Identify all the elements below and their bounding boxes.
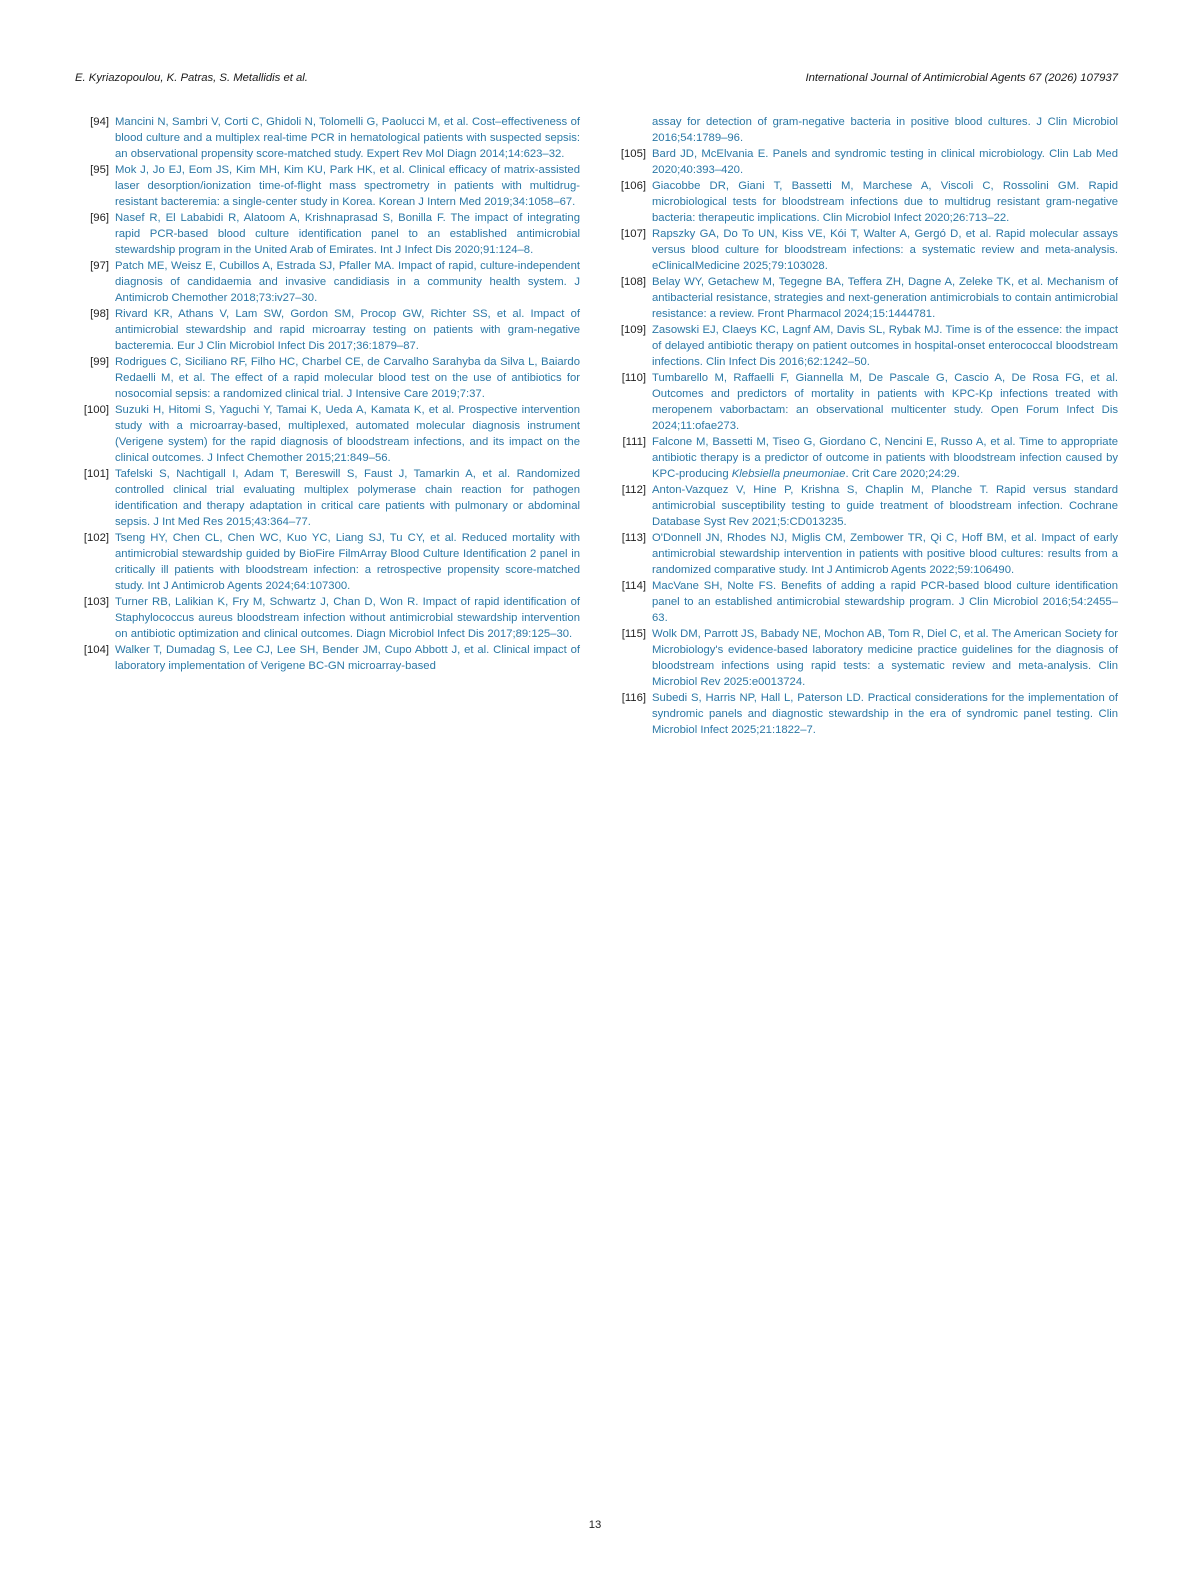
reference-number: [95] bbox=[90, 164, 109, 176]
page-number: 13 bbox=[588, 1519, 602, 1531]
reference-number: [102] bbox=[83, 532, 109, 544]
reference-number: [100] bbox=[83, 404, 109, 416]
reference-link[interactable]: Tafelski S, Nachtigall I, Adam T, Bereswill S, Faust J, Tamarkin A, et al. Randomized controlled clinical trial evaluating multiplex polymerase chain reaction for pathogen identification and therapy adaptation in critical care patients with pulmonary or abdominal sepsis. J Int Med Res 2015;43:364–77. bbox=[115, 468, 580, 528]
reference-item bbox=[612, 322, 1118, 370]
reference-item bbox=[612, 482, 1118, 530]
reference-item bbox=[75, 642, 580, 674]
reference-number: [111] bbox=[622, 436, 646, 448]
reference-item bbox=[612, 690, 1118, 738]
reference-item bbox=[75, 402, 580, 466]
reference-link[interactable]: Zasowski EJ, Claeys KC, Lagnf AM, Davis SL, Rybak MJ. Time is of the essence: the impact of delayed antibiotic therapy on patient outcomes in hospital-onset enterococcal bloodstream infections. Clin Infect Dis 2016;62:1242–50. bbox=[652, 324, 1118, 368]
reference-link[interactable]: Patch ME, Weisz E, Cubillos A, Estrada SJ, Pfaller MA. Impact of rapid, culture-independent diagnosis of candidaemia and invasive candidiasis in a community health system. J Antimicrob Chemother 2018;73:iv27–30. bbox=[115, 260, 580, 304]
reference-item bbox=[612, 578, 1118, 626]
reference-link[interactable]: Walker T, Dumadag S, Lee CJ, Lee SH, Bender JM, Cupo Abbott J, et al. Clinical impact of laboratory implementation of Verigene BC-GN microarray-based bbox=[115, 644, 580, 672]
reference-item bbox=[612, 626, 1118, 690]
reference-link[interactable]: Nasef R, El Lababidi R, Alatoom A, Krishnaprasad S, Bonilla F. The impact of integrating rapid PCR-based blood culture identification panel to an established antimicrobial stewardship program in the United Arab of Emirates. Int J Infect Dis 2020;91:124–8. bbox=[115, 212, 580, 256]
reference-item bbox=[75, 530, 580, 594]
reference-link[interactable]: Subedi S, Harris NP, Hall L, Paterson LD. Practical considerations for the implementation of syndromic panels and diagnostic stewardship in the era of syndromic panel testing. Clin Microbiol Infect 2025;21:1822–7. bbox=[652, 692, 1118, 736]
reference-item bbox=[75, 114, 580, 162]
reference-species-name: Klebsiella pneumoniae bbox=[731, 468, 846, 480]
reference-number: [106] bbox=[620, 180, 646, 192]
reference-link[interactable]: Belay WY, Getachew M, Tegegne BA, Teffera ZH, Dagne A, Zeleke TK, et al. Mechanism of antibacterial resistance, strategies and next-generation antimicrobials to contain antimicrobial resistance: a review. Front Pharmacol 2024;15:1444781. bbox=[652, 276, 1118, 320]
reference-item bbox=[612, 434, 1118, 482]
reference-number: [98] bbox=[90, 308, 109, 320]
reference-number: [109] bbox=[620, 324, 646, 336]
reference-number: [110] bbox=[621, 372, 646, 384]
reference-link[interactable]: Turner RB, Lalikian K, Fry M, Schwartz J, Chan D, Won R. Impact of rapid identification of Staphylococcus aureus bloodstream infection without antimicrobial stewardship intervention on antibiotic optimization and clinical outcomes. Diagn Microbiol Infect Dis 2017;89:125–30. bbox=[115, 596, 580, 640]
reference-number: [97] bbox=[90, 260, 109, 272]
reference-link[interactable]: O'Donnell JN, Rhodes NJ, Miglis CM, Zembower TR, Qi C, Hoff BM, et al. Impact of early antimicrobial stewardship intervention in patients with positive blood cultures: results from a randomized comparative study. Int J Antimicrob Agents 2022;59:106490. bbox=[652, 532, 1118, 576]
reference-number: [115] bbox=[621, 628, 646, 640]
reference-continuation[interactable]: assay for detection of gram-negative bacteria in positive blood cultures. J Clin Microbiol 2016;54:1789–96. bbox=[652, 116, 1118, 144]
reference-number: [99] bbox=[90, 356, 109, 368]
reference-item bbox=[75, 162, 580, 210]
reference-item bbox=[612, 530, 1118, 578]
reference-link[interactable]: Mok J, Jo EJ, Eom JS, Kim MH, Kim KU, Park HK, et al. Clinical efficacy of matrix-assisted laser desorption/ionization time-of-flight mass spectrometry in patients with multidrug-resistant bacteremia: a single-center study in Korea. Korean J Intern Med 2019;34:1058–67. bbox=[115, 164, 580, 208]
reference-item bbox=[612, 178, 1118, 226]
reference-number: [112] bbox=[621, 484, 646, 496]
reference-item bbox=[75, 258, 580, 306]
reference-item bbox=[612, 146, 1118, 178]
reference-text: Falcone M, Bassetti M, Tiseo G, Giordano C, Nencini E, Russo A, et al. Time to appropriate antibiotic therapy is a predictor of outcome in patients with bloodstream infection caused by KPC-producing bbox=[652, 436, 1118, 480]
references-left-column bbox=[75, 114, 580, 674]
reference-number: [107] bbox=[620, 228, 646, 240]
reference-link[interactable]: MacVane SH, Nolte FS. Benefits of adding a rapid PCR-based blood culture identification panel to an established antimicrobial stewardship program. J Clin Microbiol 2016;54:2455–63. bbox=[652, 580, 1118, 624]
header-authors: E. Kyriazopoulou, K. Patras, S. Metallidis et al. bbox=[75, 72, 308, 84]
reference-link[interactable]: Giacobbe DR, Giani T, Bassetti M, Marchese A, Viscoli C, Rossolini GM. Rapid microbiological tests for bloodstream infections due to multidrug resistant gram-negative bacteria: therapeutic implications. Clin Microbiol Infect 2020;26:713–22. bbox=[652, 180, 1118, 224]
reference-number: [103] bbox=[83, 596, 109, 608]
reference-link[interactable]: Tseng HY, Chen CL, Chen WC, Kuo YC, Liang SJ, Tu CY, et al. Reduced mortality with antimicrobial stewardship guided by BioFire FilmArray Blood Culture Identification 2 panel in critically ill patients with bloodstream infection: a retrospective propensity score-matched study. Int J Antimicrob Agents 2024;64:107300. bbox=[115, 532, 580, 592]
reference-item bbox=[612, 370, 1118, 434]
reference-number: [94] bbox=[90, 116, 109, 128]
reference-link[interactable]: Suzuki H, Hitomi S, Yaguchi Y, Tamai K, Ueda A, Kamata K, et al. Prospective intervention study with a microarray-based, multiplexed, automated molecular diagnosis instrument (Verigene system) for the rapid diagnosis of bloodstream infections, and its impact on the clinical outcomes. J Infect Chemother 2015;21:849–56. bbox=[115, 404, 580, 464]
reference-number: [96] bbox=[90, 212, 109, 224]
reference-item bbox=[612, 274, 1118, 322]
reference-item bbox=[612, 226, 1118, 274]
reference-link[interactable]: Rapszky GA, Do To UN, Kiss VE, Kói T, Walter A, Gergó D, et al. Rapid molecular assays versus blood culture for bloodstream infections: a systematic review and meta-analysis. eClinicalMedicine 2025;79:103028. bbox=[652, 228, 1118, 272]
reference-number: [105] bbox=[620, 148, 646, 160]
reference-item bbox=[75, 354, 580, 402]
reference-item bbox=[75, 466, 580, 530]
reference-link[interactable]: Wolk DM, Parrott JS, Babady NE, Mochon AB, Tom R, Diel C, et al. The American Society for Microbiology's evidence-based laboratory medicine practice guidelines for the diagnosis of bloodstream infections using rapid tests: a systematic review and meta-analysis. Clin Microbiol Rev 2025:e0013724. bbox=[652, 628, 1118, 688]
reference-number: [116] bbox=[621, 692, 646, 704]
reference-number: [114] bbox=[621, 580, 646, 592]
reference-link[interactable]: Bard JD, McElvania E. Panels and syndromic testing in clinical microbiology. Clin Lab Med 2020;40:393–420. bbox=[652, 148, 1118, 176]
reference-number: [108] bbox=[620, 276, 646, 288]
references-right-column bbox=[612, 114, 1118, 738]
reference-item bbox=[75, 594, 580, 642]
reference-link[interactable]: Rodrigues C, Siciliano RF, Filho HC, Charbel CE, de Carvalho Sarahyba da Silva L, Baiardo Redaelli M, et al. The effect of a rapid molecular blood test on the use of antibiotics for nosocomial sepsis: a randomized clinical trial. J Intensive Care 2019;7:37. bbox=[115, 356, 580, 400]
header-journal: International Journal of Antimicrobial Agents 67 (2026) 107937 bbox=[805, 72, 1118, 84]
reference-item bbox=[75, 210, 580, 258]
reference-item bbox=[75, 306, 580, 354]
reference-number: [104] bbox=[83, 644, 109, 656]
reference-link[interactable]: Anton-Vazquez V, Hine P, Krishna S, Chaplin M, Planche T. Rapid versus standard antimicrobial susceptibility testing to guide treatment of bloodstream infection. Cochrane Database Syst Rev 2021;5:CD013235. bbox=[652, 484, 1118, 528]
reference-link[interactable]: Mancini N, Sambri V, Corti C, Ghidoli N, Tolomelli G, Paolucci M, et al. Cost–effectiveness of blood culture and a multiplex real-time PCR in hematological patients with suspected sepsis: an observational propensity score-matched study. Expert Rev Mol Diagn 2014;14:623–32. bbox=[115, 116, 580, 160]
reference-number: [113] bbox=[621, 532, 646, 544]
reference-text: . Crit Care 2020;24:29. bbox=[845, 468, 960, 480]
reference-link[interactable]: Rivard KR, Athans V, Lam SW, Gordon SM, Procop GW, Richter SS, et al. Impact of antimicrobial stewardship and rapid microarray testing on patients with gram-negative bacteremia. Eur J Clin Microbiol Infect Dis 2017;36:1879–87. bbox=[115, 308, 580, 352]
running-header bbox=[75, 72, 1118, 90]
reference-link[interactable] bbox=[652, 436, 1118, 480]
reference-number: [101] bbox=[83, 468, 109, 480]
reference-link[interactable]: Tumbarello M, Raffaelli F, Giannella M, De Pascale G, Cascio A, De Rosa FG, et al. Outcomes and predictors of mortality in patients with KPC-Kp infections treated with meropenem vaborbactam: an observational multicenter study. Open Forum Infect Dis 2024;11:ofae273. bbox=[652, 372, 1118, 432]
